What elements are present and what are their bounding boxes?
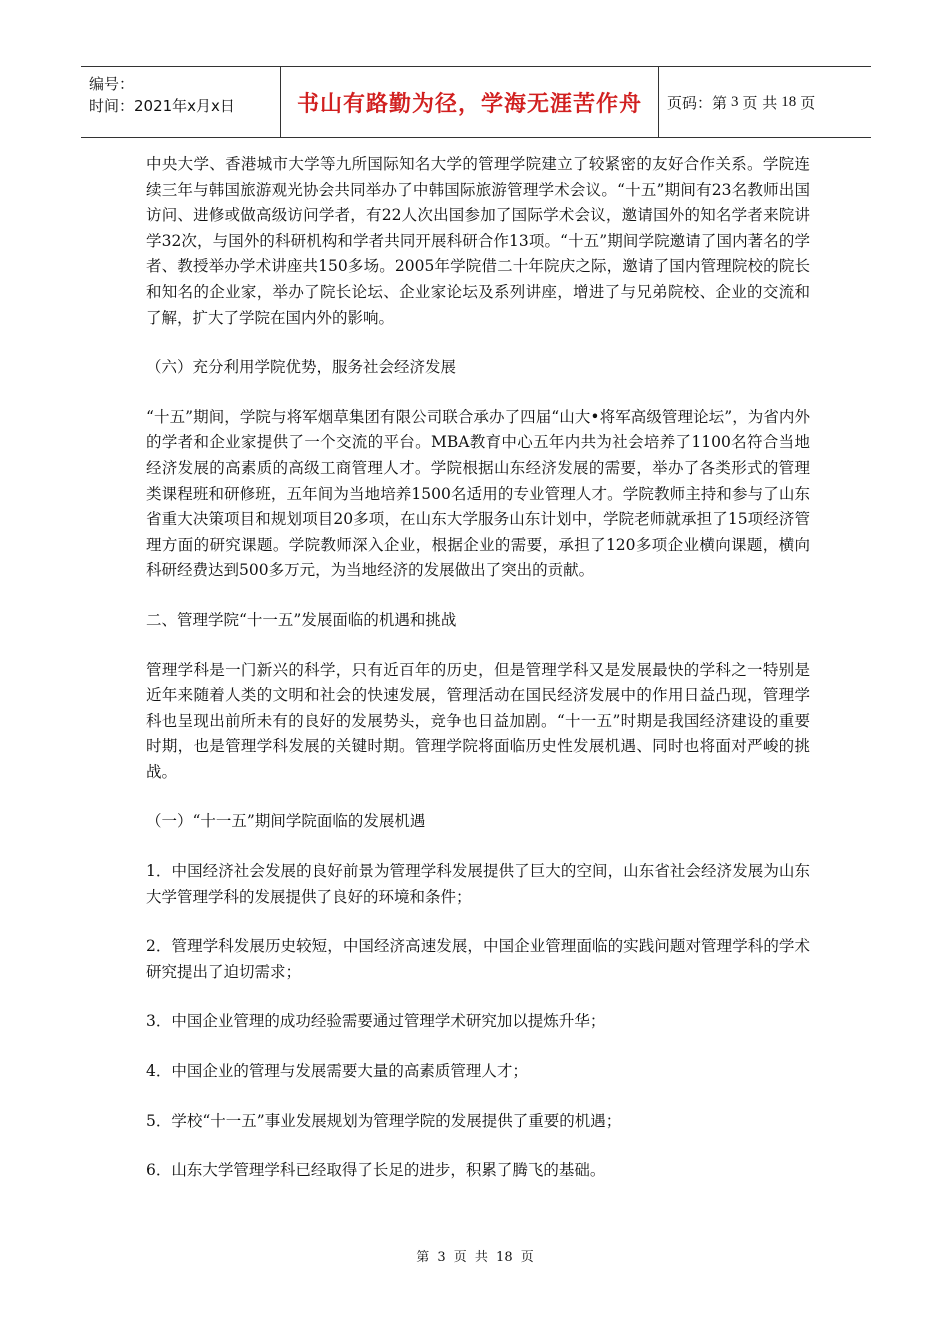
document-date: 时间：2021年x月x日 — [89, 97, 235, 115]
list-item: 2．管理学科发展历史较短，中国经济高速发展，中国企业管理面临的实践问题对管理学科的学术研究提出了迫切需求； — [146, 937, 810, 981]
paragraph: “十五”期间，学院与将军烟草集团有限公司联合承办了四届“山大•将军高级管理论坛”，为省内外的学者和企业家提供了一个交流的平台。MBA教育中心五年内共为社会培养了1100名符合当地经济发展的高素质的高级工商管理人才。学院根据山东经济发展的需要，举办了各类形式的管理类课程班和研修班，五年间为当地培养1500名适用的专业管理人才。学院教师主持和参与了山东省重大决策项目和规划项目20多项，在山东大学服务山东计划中，学院老师就承担了15项经济管理方面的研究课题。学院教师深入企业，根据企业的需要，承担了120多项企业横向课题，横向科研经费达到500多万元，为当地经济的发展做出了突出的贡献。 — [146, 407, 810, 580]
header-page-info — [659, 67, 815, 137]
header-meta-cell — [81, 67, 281, 137]
page-footer: 第 3 页 共 18 页 — [416, 1250, 534, 1265]
header-motto: 书山有路勤为径，学海无涯苦作舟 — [281, 67, 659, 137]
page-mid: 页 共 — [742, 93, 778, 112]
page-total: 18 — [781, 93, 797, 110]
document-body — [146, 152, 810, 1208]
list-item: 3．中国企业管理的成功经验需要通过管理学术研究加以提炼升华； — [146, 1012, 606, 1031]
document-number-label: 编号： — [89, 75, 135, 93]
page-header — [81, 66, 871, 138]
page-prefix: 页码：第 — [667, 93, 728, 112]
section-heading: 二、管理学院“十一五”发展面临的机遇和挑战 — [146, 610, 457, 629]
paragraph: 管理学科是一门新兴的科学，只有近百年的历史，但是管理学科又是发展最快的学科之一特别是近年来随着人类的文明和社会的快速发展，管理活动在国民经济发展中的作用日益凸现，管理学科也呈现出前所未有的良好的发展势头，竞争也日益加剧。“十一五”时期是我国经济建设的重要时期，也是管理学科发展的关键时期。管理学院将面临历史性发展机遇、同时也将面对严峻的挑战。 — [146, 660, 810, 781]
paragraph: 中央大学、香港城市大学等九所国际知名大学的管理学院建立了较紧密的友好合作关系。学院连续三年与韩国旅游观光协会共同举办了中韩国际旅游管理学术会议。“十五”期间有23名教师出国访问、进修或做高级访问学者，有22人次出国参加了国际学术会议，邀请国外的知名学者来院讲学32次，与国外的科研机构和学者共同开展科研合作13项。“十五”期间学院邀请了国内著名的学者、教授举办学术讲座共150多场。2005年学院借二十年院庆之际，邀请了国内管理院校的院长和知名的企业家，举办了院长论坛、企业家论坛及系列讲座，增进了与兄弟院校、企业的交流和了解，扩大了学院在国内外的影响。 — [146, 155, 810, 327]
list-item: 4．中国企业的管理与发展需要大量的高素质管理人才； — [146, 1062, 528, 1081]
section-heading: （六）充分利用学院优势，服务社会经济发展 — [146, 358, 457, 377]
section-heading: （一）“十一五”期间学院面临的发展机遇 — [146, 812, 426, 831]
page-suffix: 页 — [800, 93, 816, 112]
list-item: 6．山东大学管理学科已经取得了长足的进步，积累了腾飞的基础。 — [146, 1161, 606, 1180]
page-current: 3 — [731, 93, 739, 110]
list-item: 1．中国经济社会发展的良好前景为管理学科发展提供了巨大的空间，山东省社会经济发展为山东大学管理学科的发展提供了良好的环境和条件； — [146, 862, 810, 906]
list-item: 5．学校“十一五”事业发展规划为管理学院的发展提供了重要的机遇； — [146, 1111, 622, 1130]
